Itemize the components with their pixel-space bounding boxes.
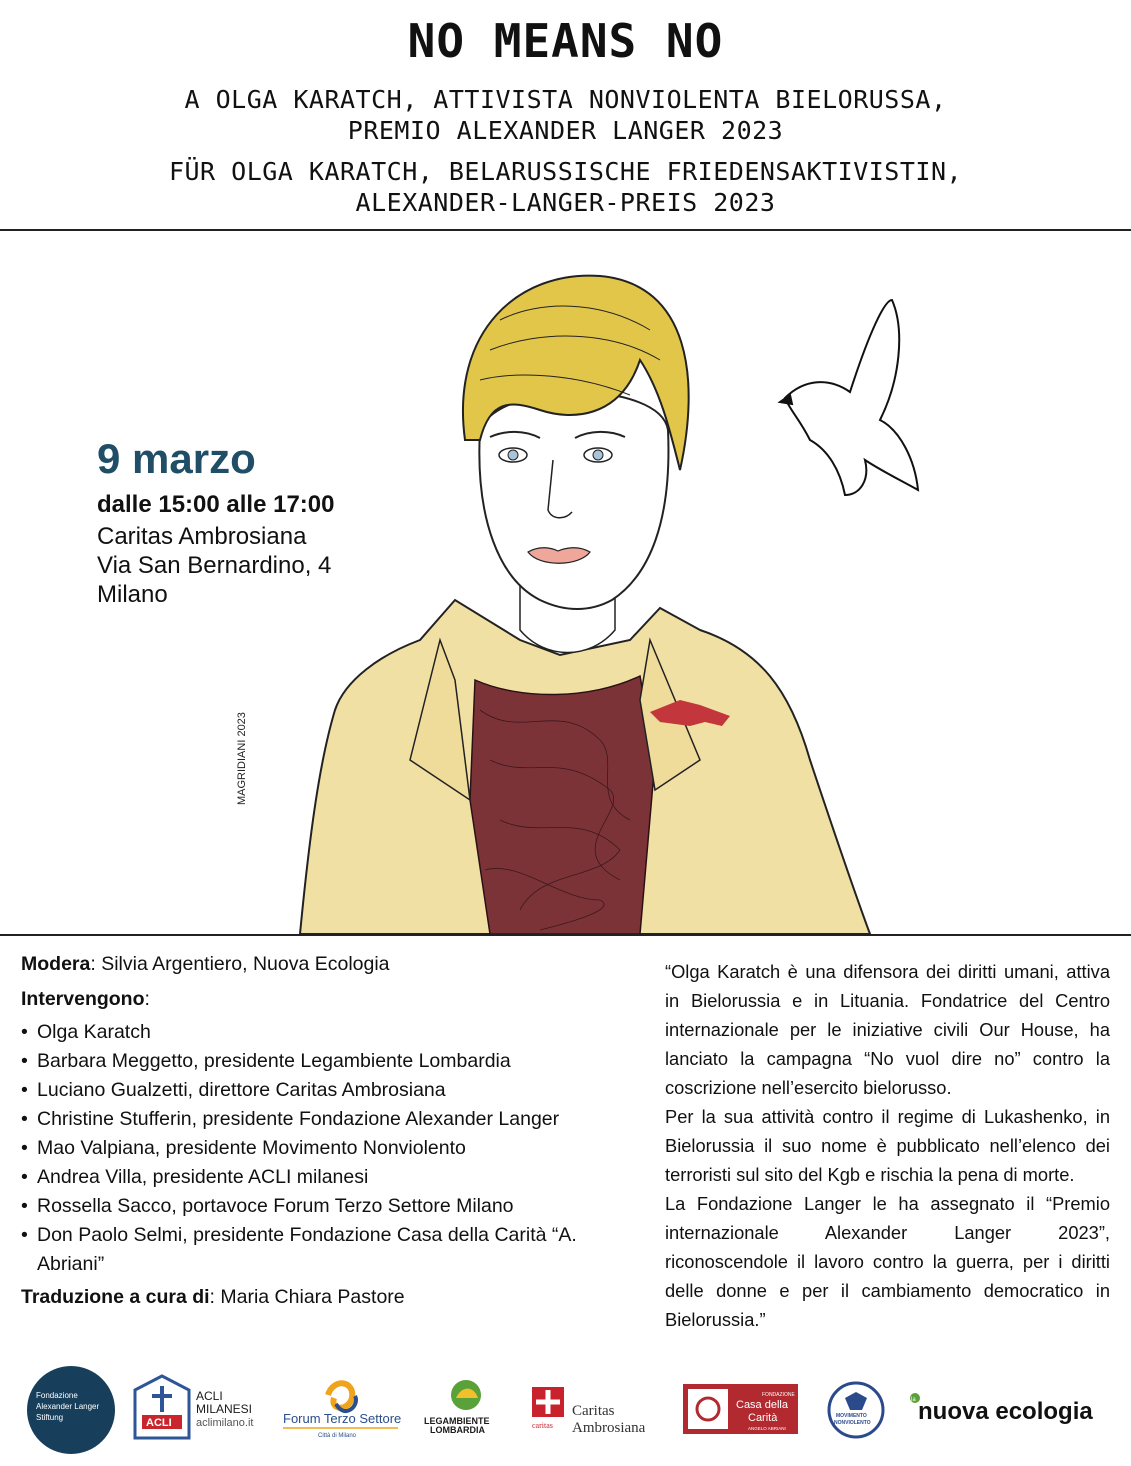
artist-signature: MAGRIDIANI 2023 — [236, 712, 248, 805]
svg-text:caritas: caritas — [532, 1421, 553, 1430]
svg-text:Ambrosiana: Ambrosiana — [572, 1420, 646, 1436]
event-details — [97, 436, 335, 609]
speakers-heading — [21, 987, 641, 1012]
poster-title: NO MEANS NO — [407, 14, 724, 68]
logo-nuova-ecologia — [910, 1393, 1093, 1425]
list-item: • Barbara Meggetto, presidente Legambiente Lombardia — [21, 1047, 641, 1076]
logo-movimento-nonviolento — [829, 1383, 883, 1437]
quote-paragraph-3: La Fondazione Langer le ha assegnato il “Premio internazionale Alexander Langer 2023”, riconoscendole il lavoro contro la guerra, per i diritti delle donne e per il cambiamento democratico in Bielorussia.” — [665, 1193, 1110, 1330]
list-item: • Christine Stufferin, presidente Fondazione Alexander Langer — [21, 1105, 641, 1134]
svg-text:NONVIOLENTO: NONVIOLENTO — [834, 1420, 871, 1426]
svg-text:Stiftung: Stiftung — [36, 1413, 64, 1422]
svg-text:ACLI: ACLI — [196, 1389, 223, 1403]
shirt-shape — [470, 676, 655, 934]
program-section — [21, 952, 641, 1310]
event-time: dalle 15:00 alle 17:00 — [97, 491, 335, 518]
translation-label: Traduzione a cura di — [21, 1286, 210, 1308]
logo-fondazione-langer — [27, 1366, 115, 1454]
poster-header — [0, 0, 1131, 228]
quote-paragraph-1: “Olga Karatch è una difensora dei diritti umani, attiva in Bielorussia e in Lituania. Fondatrice del Centro internazionale per le iniziative civili Our House, ha lanciato la campagna “No vuol dire no” contro la coscrizione nell’esercito bielorusso. — [665, 961, 1110, 1098]
logo-casa-della-carita — [683, 1384, 798, 1434]
subtitle-german — [0, 156, 1131, 218]
logo-caritas-ambrosiana — [532, 1387, 646, 1436]
sponsor-logos — [0, 1360, 1131, 1460]
event-address: Via San Bernardino, 4 — [97, 552, 332, 579]
svg-text:ACLI: ACLI — [146, 1417, 172, 1429]
svg-text:Caritas: Caritas — [572, 1403, 615, 1419]
svg-text:LEGAMBIENTE: LEGAMBIENTE — [424, 1416, 490, 1426]
list-item: • Rossella Sacco, portavoce Forum Terzo Settore Milano — [21, 1192, 641, 1221]
list-item: • Andrea Villa, presidente ACLI milanesi — [21, 1163, 641, 1192]
list-item: • Don Paolo Selmi, presidente Fondazione Casa della Carità “A. Abriani” — [21, 1221, 641, 1279]
list-item: • Luciano Gualzetti, direttore Caritas Ambrosiana — [21, 1076, 641, 1105]
face-shape — [479, 393, 668, 610]
svg-text:Fondazione: Fondazione — [36, 1391, 78, 1400]
event-date: 9 marzo — [97, 435, 256, 482]
svg-text:Carità: Carità — [748, 1412, 778, 1424]
svg-text:ANGELO ABRIANI: ANGELO ABRIANI — [748, 1426, 786, 1431]
quote-paragraph-2: Per la sua attività contro il regime di Lukashenko, in Bielorussia il suo nome è pubblicato nell’elenco dei terroristi sul sito del Kgb e rischia la pena di morte. — [665, 1106, 1110, 1185]
translation-line — [21, 1285, 641, 1310]
divider-middle — [0, 934, 1131, 936]
translator-name: : Maria Chiara Pastore — [209, 1286, 405, 1308]
svg-text:Forum Terzo Settore: Forum Terzo Settore — [283, 1411, 402, 1426]
event-city: Milano — [97, 581, 168, 608]
moderator-name: : Silvia Argentiero, Nuova Ecologia — [90, 953, 390, 975]
svg-text:Casa della: Casa della — [736, 1399, 788, 1411]
svg-text:FONDAZIONE: FONDAZIONE — [762, 1392, 795, 1398]
svg-text:Alexander Langer: Alexander Langer — [36, 1402, 100, 1411]
moderator-line — [21, 952, 641, 977]
list-item: • Olga Karatch — [21, 1018, 641, 1047]
subtitle-german-line-1: FÜR OLGA KARATCH, BELARUSSISCHE FRIEDENSAKTIVISTIN, — [168, 157, 963, 186]
logo-legambiente-lombardia — [424, 1380, 490, 1435]
logo-forum-terzo-settore — [283, 1383, 401, 1439]
svg-text:LOMBARDIA: LOMBARDIA — [430, 1425, 485, 1435]
event-venue: Caritas Ambrosiana — [97, 523, 307, 550]
subtitle-italian — [0, 84, 1131, 146]
moderator-label: Modera — [21, 953, 91, 975]
speakers-list — [21, 1018, 641, 1279]
quote-section — [665, 957, 1110, 1334]
svg-text:MILANESI: MILANESI — [196, 1402, 253, 1416]
speakers-label: Intervengono — [21, 988, 145, 1010]
svg-text:la: la — [911, 1397, 916, 1403]
speakers-colon: : — [144, 988, 150, 1010]
subtitle-italian-line-2: PREMIO ALEXANDER LANGER 2023 — [347, 116, 784, 145]
svg-text:aclimilano.it: aclimilano.it — [196, 1417, 254, 1429]
svg-text:nuova ecologia: nuova ecologia — [918, 1398, 1093, 1425]
svg-text:MOVIMENTO: MOVIMENTO — [836, 1413, 867, 1419]
svg-text:Città di Milano: Città di Milano — [318, 1433, 357, 1439]
subtitle-german-line-2: ALEXANDER-LANGER-PREIS 2023 — [355, 188, 776, 217]
list-item: • Mao Valpiana, presidente Movimento Nonviolento — [21, 1134, 641, 1163]
subtitle-italian-line-1: A OLGA KARATCH, ATTIVISTA NONVIOLENTA BIELORUSSA, — [184, 85, 947, 114]
logo-acli-milanesi — [135, 1376, 253, 1438]
dove-drawing — [780, 300, 918, 495]
